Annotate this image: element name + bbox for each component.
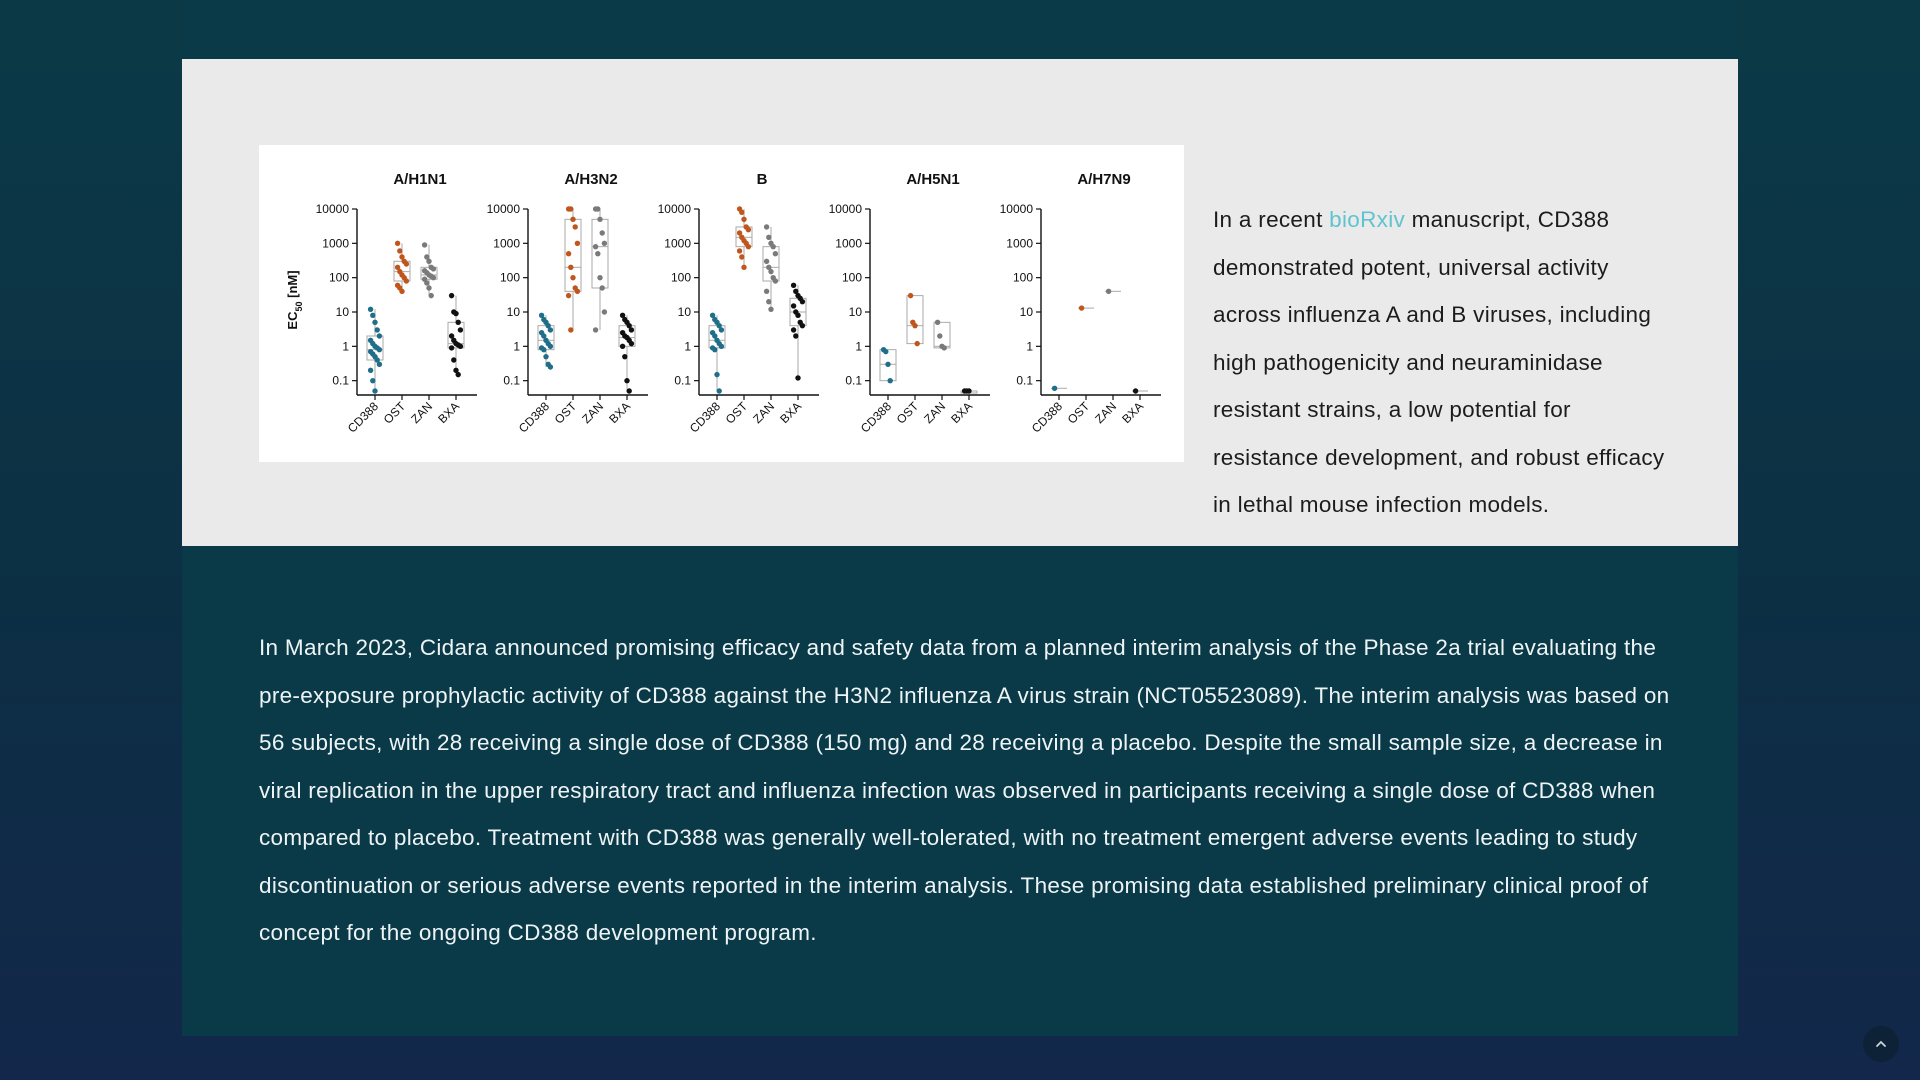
box xyxy=(907,296,923,344)
biorxiv-link[interactable]: bioRxiv xyxy=(1329,207,1406,232)
data-point xyxy=(942,345,947,350)
chevron-up-icon xyxy=(1875,1038,1887,1050)
data-point xyxy=(426,285,431,290)
x-tick-label: OST xyxy=(722,399,751,427)
data-point xyxy=(568,206,573,211)
data-point xyxy=(566,293,571,298)
data-point xyxy=(541,347,546,352)
data-point xyxy=(791,283,796,288)
data-point xyxy=(424,280,429,285)
featured-section xyxy=(182,59,1738,546)
data-point xyxy=(937,333,942,338)
x-tick-label: ZAN xyxy=(750,399,778,427)
data-point xyxy=(431,275,436,280)
y-tick-label: 0.1 xyxy=(845,373,862,388)
y-tick-label: 100 xyxy=(328,270,349,285)
y-tick-label: 100 xyxy=(499,270,520,285)
data-point xyxy=(627,388,632,393)
data-point xyxy=(575,289,580,294)
data-point xyxy=(368,307,373,312)
x-tick-label: OST xyxy=(893,399,922,427)
data-point xyxy=(377,362,382,367)
data-point xyxy=(764,259,769,264)
data-point xyxy=(453,311,458,316)
y-axis-label-unit: [nM] xyxy=(285,270,300,302)
data-point xyxy=(600,285,605,290)
data-point xyxy=(568,327,573,332)
data-point xyxy=(548,364,553,369)
data-point xyxy=(795,375,800,380)
data-point xyxy=(620,344,625,349)
data-point xyxy=(629,327,634,332)
x-tick-label: BXA xyxy=(435,399,463,427)
data-point xyxy=(885,362,890,367)
data-point xyxy=(800,299,805,304)
y-tick-label: 1000 xyxy=(322,236,349,251)
x-tick-label: OST xyxy=(1064,399,1093,427)
y-axis-label xyxy=(285,270,304,329)
data-point xyxy=(451,357,456,362)
data-point xyxy=(597,275,602,280)
data-point xyxy=(570,217,575,222)
data-point xyxy=(888,378,893,383)
y-tick-label: 1000 xyxy=(835,236,862,251)
y-tick-label: 10000 xyxy=(828,202,862,216)
panel-title: A/H1N1 xyxy=(393,171,447,188)
data-point xyxy=(431,266,436,271)
y-tick-label: 10 xyxy=(848,304,862,319)
data-point xyxy=(795,313,800,318)
data-point xyxy=(1052,386,1057,391)
data-point xyxy=(793,333,798,338)
data-point xyxy=(908,293,913,298)
data-point xyxy=(739,210,744,215)
data-point xyxy=(622,354,627,359)
data-point xyxy=(602,241,607,246)
data-point xyxy=(741,265,746,270)
data-point xyxy=(422,242,427,247)
y-tick-label: 10000 xyxy=(657,202,691,216)
y-tick-label: 1000 xyxy=(664,236,691,251)
data-point xyxy=(768,269,773,274)
y-tick-label: 10 xyxy=(1019,304,1033,319)
data-point xyxy=(746,244,751,249)
data-point xyxy=(719,327,724,332)
data-point xyxy=(426,259,431,264)
data-point xyxy=(737,248,742,253)
x-tick-label: BXA xyxy=(948,399,976,427)
data-point xyxy=(966,388,971,393)
y-tick-label: 0.1 xyxy=(503,373,520,388)
y-tick-label: 10000 xyxy=(999,202,1033,216)
chart-panel xyxy=(1000,171,1161,436)
x-tick-label: CD388 xyxy=(1028,399,1066,436)
y-tick-label: 1000 xyxy=(1006,236,1033,251)
data-point xyxy=(764,224,769,229)
scroll-to-top-button[interactable] xyxy=(1863,1026,1899,1062)
data-point xyxy=(568,265,573,270)
data-point xyxy=(773,251,778,256)
data-point xyxy=(739,254,744,259)
data-point xyxy=(375,327,380,332)
x-tick-label: CD388 xyxy=(857,399,895,436)
y-tick-label: 0.1 xyxy=(1016,373,1033,388)
data-point xyxy=(372,320,377,325)
data-point xyxy=(935,320,940,325)
data-point xyxy=(543,354,548,359)
data-point xyxy=(429,293,434,298)
y-tick-label: 10000 xyxy=(486,202,520,216)
data-point xyxy=(372,388,377,393)
data-point xyxy=(399,289,404,294)
data-point xyxy=(593,244,598,249)
data-point xyxy=(368,368,373,373)
data-point xyxy=(766,299,771,304)
data-point xyxy=(600,230,605,235)
panel-title: A/H7N9 xyxy=(1077,171,1131,188)
data-point xyxy=(746,227,751,232)
data-point xyxy=(773,278,778,283)
data-point xyxy=(377,347,382,352)
y-tick-label: 0.1 xyxy=(674,373,691,388)
x-tick-label: CD388 xyxy=(686,399,724,436)
y-tick-label: 1 xyxy=(513,339,520,354)
data-point xyxy=(573,224,578,229)
data-point xyxy=(458,327,463,332)
y-tick-label: 100 xyxy=(670,270,691,285)
x-tick-label: OST xyxy=(380,399,409,427)
ec50-figure xyxy=(259,145,1184,462)
data-point xyxy=(548,327,553,332)
x-tick-label: CD388 xyxy=(515,399,553,436)
data-point xyxy=(771,244,776,249)
data-point xyxy=(449,293,454,298)
chart-panel xyxy=(658,171,819,436)
intro-prefix: In a recent xyxy=(1213,207,1330,232)
chart-panel xyxy=(829,171,990,436)
x-tick-label: ZAN xyxy=(579,399,607,427)
data-point xyxy=(1079,305,1084,310)
data-point xyxy=(764,289,769,294)
y-tick-label: 100 xyxy=(841,270,862,285)
data-point xyxy=(912,323,917,328)
data-point xyxy=(370,378,375,383)
data-point xyxy=(575,241,580,246)
data-point xyxy=(800,323,805,328)
y-tick-label: 1 xyxy=(1026,339,1033,354)
data-point xyxy=(883,349,888,354)
data-point xyxy=(377,333,382,338)
page-content xyxy=(182,0,1738,1036)
y-axis-label-main: EC xyxy=(285,311,300,330)
panel-title: A/H5N1 xyxy=(906,171,960,188)
data-point xyxy=(570,275,575,280)
data-point xyxy=(741,217,746,222)
data-point xyxy=(597,217,602,222)
data-point xyxy=(717,388,722,393)
data-point xyxy=(404,278,409,283)
data-point xyxy=(719,344,724,349)
data-point xyxy=(548,344,553,349)
x-tick-label: ZAN xyxy=(408,399,436,427)
y-tick-label: 10 xyxy=(335,304,349,319)
data-point xyxy=(624,378,629,383)
x-tick-label: ZAN xyxy=(1092,399,1120,427)
data-point xyxy=(768,307,773,312)
data-point xyxy=(370,313,375,318)
data-point xyxy=(629,341,634,346)
data-point xyxy=(714,372,719,377)
panel-title: B xyxy=(756,171,768,188)
x-tick-label: CD388 xyxy=(344,399,382,436)
data-point xyxy=(1106,289,1111,294)
y-tick-label: 10 xyxy=(506,304,520,319)
y-tick-label: 0.1 xyxy=(332,373,349,388)
data-point xyxy=(458,344,463,349)
panel-title: A/H3N2 xyxy=(564,171,618,188)
data-point xyxy=(593,327,598,332)
data-point xyxy=(397,248,402,253)
y-tick-label: 10 xyxy=(677,304,691,319)
y-tick-label: 1 xyxy=(342,339,349,354)
x-tick-label: OST xyxy=(551,399,580,427)
x-tick-label: BXA xyxy=(606,399,634,427)
data-point xyxy=(766,235,771,240)
data-point xyxy=(602,309,607,314)
intro-suffix: manuscript, CD388 demonstrated potent, universal activity across influenza A and B viruses, including high pathogenicity and neuraminidase resistant strains, a low potential for resistance development, and robust efficacy in lethal mouse infection models. xyxy=(1213,207,1665,517)
data-point xyxy=(456,320,461,325)
data-point xyxy=(595,251,600,256)
data-point xyxy=(712,347,717,352)
y-tick-label: 1000 xyxy=(493,236,520,251)
intro-paragraph xyxy=(1213,196,1673,529)
chart-panel xyxy=(316,171,477,436)
data-point xyxy=(566,251,571,256)
y-tick-label: 1 xyxy=(684,339,691,354)
data-point xyxy=(449,345,454,350)
x-tick-label: BXA xyxy=(777,399,805,427)
data-point xyxy=(595,206,600,211)
data-point xyxy=(395,241,400,246)
y-tick-label: 10000 xyxy=(315,202,349,216)
data-point xyxy=(791,327,796,332)
ec50-chart xyxy=(259,145,1184,462)
y-tick-label: 1 xyxy=(855,339,862,354)
data-point xyxy=(1133,388,1138,393)
data-point xyxy=(404,261,409,266)
body-paragraph: In March 2023, Cidara announced promising efficacy and safety data from a planned interim analysis of the Phase 2a trial evaluating the pre-exposure prophylactic activity of CD388 against the H3N2 influenza A virus strain (NCT05523089). The interim analysis was based on 56 subjects, with 28 receiving a single dose of CD388 (150 mg) and 28 receiving a placebo. Despite the small sample size, a decrease in viral replication in the upper respiratory tract and influenza infection was observed in participants receiving a single dose of CD388 when compared to placebo. Treatment with CD388 was generally well-tolerated, with no treatment emergent adverse events leading to study discontinuation or serious adverse events reported in the interim analysis. These promising data established preliminary clinical proof of concept for the ongoing CD388 development program. xyxy=(259,635,1670,945)
y-axis-label-sub: 50 xyxy=(294,301,304,312)
chart-panel xyxy=(487,171,648,436)
data-point xyxy=(456,372,461,377)
data-point xyxy=(791,303,796,308)
y-tick-label: 100 xyxy=(1012,270,1033,285)
x-tick-label: BXA xyxy=(1119,399,1147,427)
x-tick-label: ZAN xyxy=(921,399,949,427)
data-point xyxy=(915,341,920,346)
